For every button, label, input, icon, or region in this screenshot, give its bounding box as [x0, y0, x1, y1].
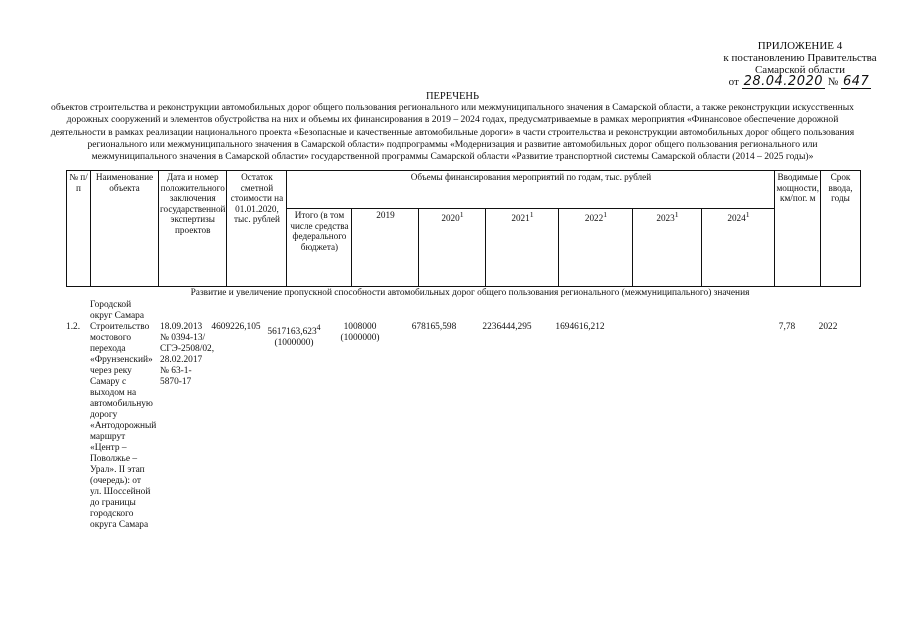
header-2022: [559, 209, 633, 287]
header-object-name: Наименование объекта: [91, 171, 159, 287]
appendix-line-2: Самарской области: [754, 64, 846, 76]
total-footnote: 4: [316, 323, 321, 332]
footnote-mark: 1: [529, 210, 534, 219]
deadline-value: 2022: [818, 322, 838, 332]
total-value-line: [262, 322, 326, 338]
appendix-date-line: [700, 76, 900, 89]
y2019-value: 1008000: [343, 322, 377, 332]
y2019-federal: (1000000): [340, 333, 380, 343]
row-number: 1.2.: [66, 322, 81, 332]
appendix-line-1: к постановлению Правительства: [723, 52, 877, 64]
header-2020-label: 2020: [441, 213, 460, 224]
header-balance: Остаток сметной стоимости на 01.01.2020, тыс. рублей: [227, 171, 287, 287]
object-name: Строительство мостового перехода «Фрунзенский» через реку Самару с выходом на автомобильную дорогу «Антодорожный маршрут «Центр – Поволжье – Урал». II этап (очередь): от ул. Шоссейной до границы городского округа Самара: [90, 322, 157, 530]
footnote-mark: 1: [745, 210, 750, 219]
document-subtitle: объектов строительства и реконструкции автомобильных дорог общего пользования регионального или межмуниципального значения в Самарской области, а также реконструкции искусственных дорожных сооружений и элементов обустройства на них и объемы их финансирования в 2019 – 2024 годах, предусматриваемые в рамках мероприятия «Финансовое обеспечение дорожной деятельности в рамках реализации национального проекта «Безопасные и качественные автомобильные дороги» в части строительства и реконструкции автомобильных дорог общего пользования регионального или межмуниципального значения в Самарской области» подпрограммы «Модернизация и развитие автомобильных дорог общего пользования регионального или межмуниципального значения в Самарской области» государственной программы Самарской области «Развитие транспортной системы Самарской области (2014 – 2025 годы)»: [50, 102, 855, 163]
header-funding: Объемы финансирования мероприятий по годам, тыс. рублей: [287, 171, 775, 209]
footnote-mark: 1: [603, 210, 608, 219]
header-2019: 2019: [352, 209, 419, 287]
number-prefix: №: [827, 76, 839, 88]
header-2023-label: 2023: [656, 213, 675, 224]
footnote-mark: 1: [674, 210, 679, 219]
y2019-cell: [328, 322, 392, 344]
section-title: Развитие и увеличение пропускной способности автомобильных дорог общего пользования регионального (межмуниципального) значения: [190, 288, 750, 298]
appendix-block: [700, 40, 900, 89]
header-2022-label: 2022: [584, 213, 604, 224]
y2020-value: 678165,598: [411, 322, 457, 332]
y2021-value: 2236444,295: [482, 322, 532, 332]
header-capacity: Вводимые мощности, км/пог. м: [775, 171, 821, 287]
total-federal: (1000000): [274, 338, 314, 349]
header-2021: [486, 209, 559, 287]
district-label: Городской округ Самара: [90, 300, 144, 321]
date-prefix: от: [728, 76, 739, 88]
header-2023: [633, 209, 702, 287]
y2022-value: 1694616,212: [555, 322, 605, 332]
appendix-title: ПРИЛОЖЕНИЕ 4: [757, 40, 843, 52]
total-cell: [262, 322, 326, 349]
total-value: 5617163,623: [267, 327, 317, 338]
header-2024-label: 2024: [727, 213, 746, 224]
expertise-info: 18.09.2013 № 0394-13/СГЭ-2508/02, 28.02.2017 № 63-1-5870-17: [160, 322, 215, 387]
header-deadline: Срок ввода, годы: [821, 171, 861, 287]
header-2020: [419, 209, 486, 287]
header-2024: [702, 209, 775, 287]
balance-value: 4609226,105: [211, 322, 261, 332]
handwritten-date: 28.04.2020: [743, 74, 824, 89]
header-total: Итого (в том числе средства федерального бюджета): [287, 209, 352, 287]
footnote-mark: 1: [459, 210, 464, 219]
handwritten-number: 647: [843, 74, 870, 89]
header-expertise: Дата и номер положительного заключения государственной экспертизы проектов: [159, 171, 227, 287]
header-number: № п/п: [67, 171, 91, 287]
header-2021-label: 2021: [511, 213, 530, 224]
capacity-value: 7,78: [778, 322, 796, 332]
document-title: ПЕРЕЧЕНЬ: [425, 91, 480, 102]
funding-table-header: [66, 170, 861, 287]
